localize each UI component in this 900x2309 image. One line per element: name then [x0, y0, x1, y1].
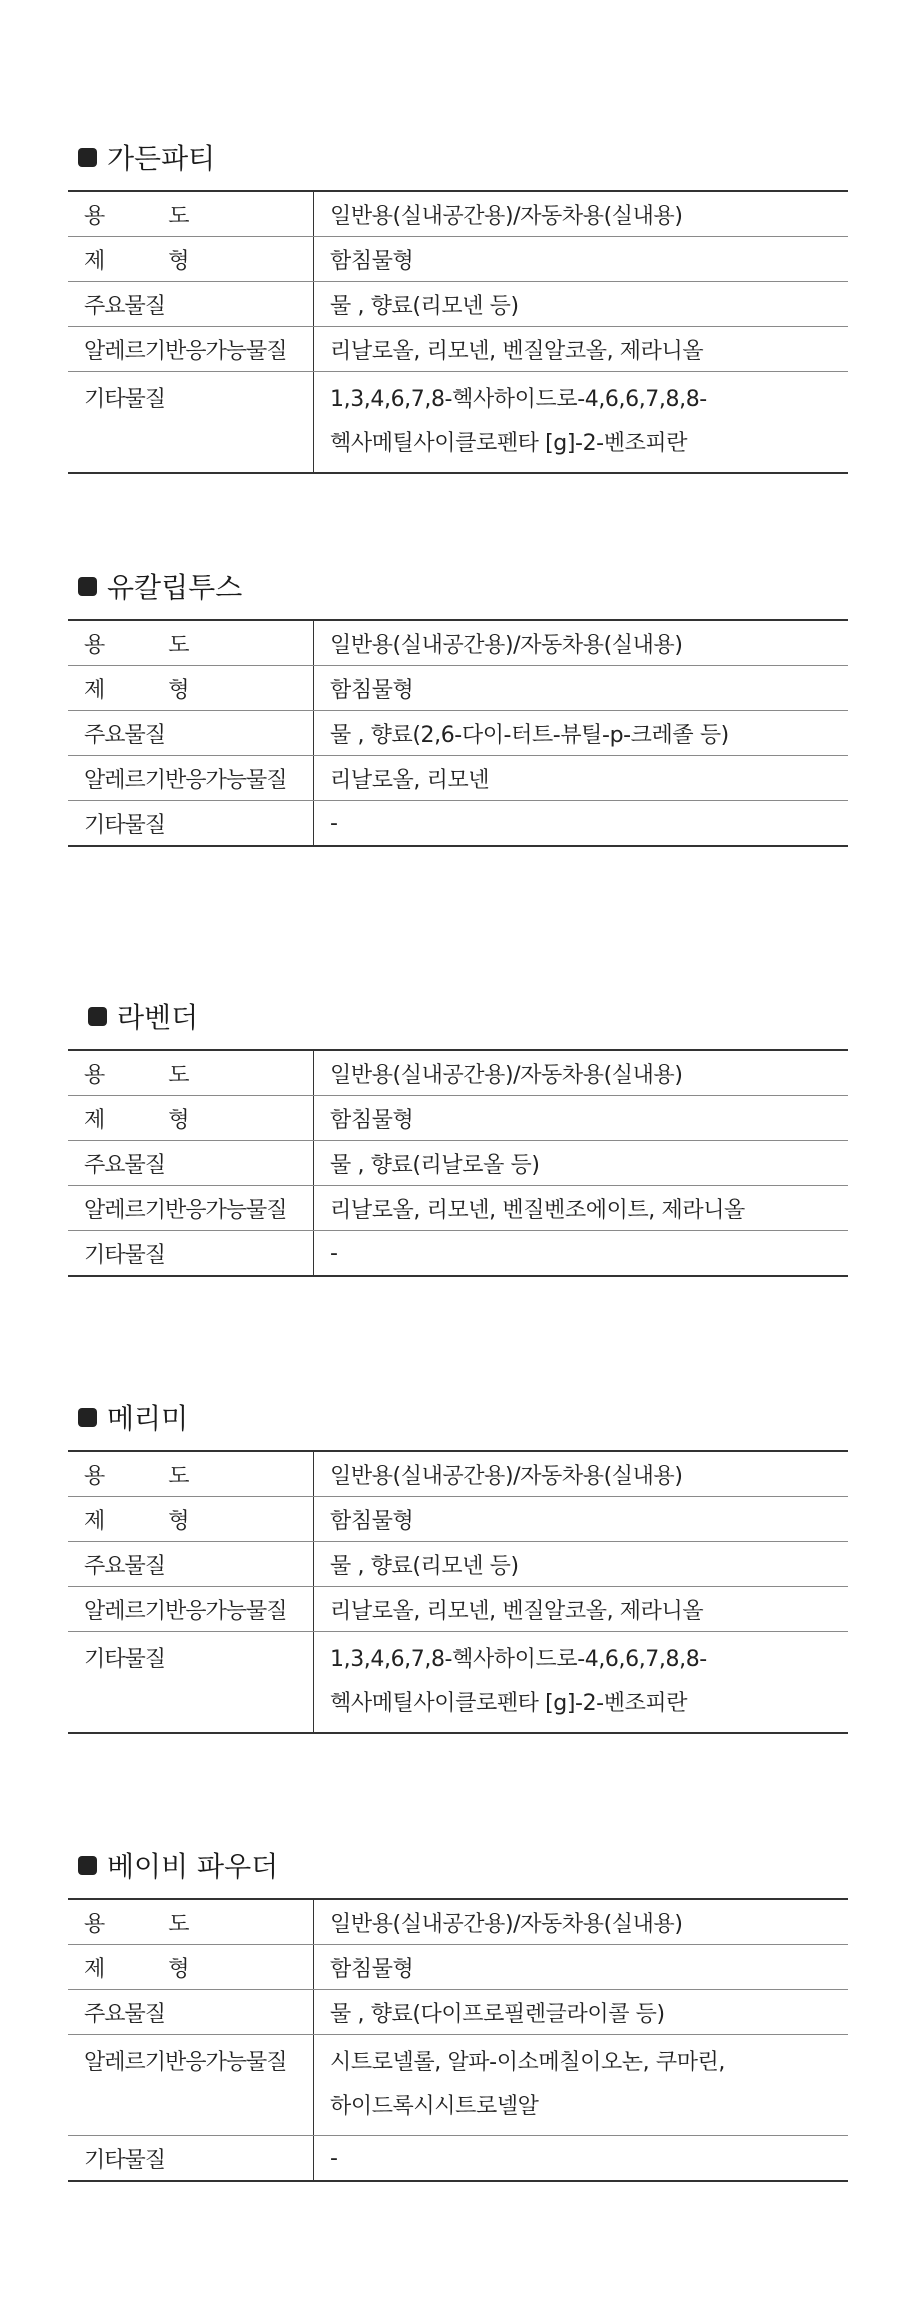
- row-label: 기타물질: [68, 801, 314, 847]
- row-value: -: [330, 1240, 338, 1266]
- row-value: [314, 372, 849, 474]
- section-title-text: 베이비 파우더: [107, 1850, 279, 1883]
- square-bullet-icon: [78, 1856, 97, 1875]
- table-row: [68, 237, 848, 282]
- table-row: [68, 2035, 848, 2136]
- row-value: 일반용(실내공간용)/자동차용(실내용): [314, 1050, 849, 1096]
- row-label: 주요물질: [68, 1141, 314, 1186]
- spec-table: [68, 1450, 848, 1734]
- row-value: 물 , 향료(리모넨 등): [314, 282, 849, 327]
- row-value: [314, 2035, 849, 2136]
- table-row: [68, 282, 848, 327]
- section-title-text: 가든파티: [107, 142, 216, 175]
- section-title: [88, 999, 198, 1033]
- row-value: 리날로올, 리모넨, 벤질벤조에이트, 제라니올: [314, 1186, 849, 1231]
- section-title-text: 유칼립투스: [107, 571, 243, 604]
- table-row: [68, 1587, 848, 1632]
- row-value: [314, 1632, 849, 1734]
- row-value: 함침물형: [314, 1945, 849, 1990]
- row-value-line: 헥사메틸사이클로펜타 [g]-2-벤조피란: [330, 431, 688, 456]
- row-label: 기타물질: [68, 1231, 314, 1277]
- table-row: [68, 1990, 848, 2035]
- row-label: 용 도: [68, 620, 314, 666]
- table-row: [68, 756, 848, 801]
- row-value: 물 , 향료(리날로올 등): [314, 1141, 849, 1186]
- row-label: 알레르기반응가능물질: [68, 2035, 314, 2136]
- table-row: [68, 1632, 848, 1734]
- section-title: [78, 140, 215, 174]
- row-value: 물 , 향료(2,6-다이-터트-뷰틸-p-크레졸 등): [314, 711, 849, 756]
- table-row: [68, 1141, 848, 1186]
- table-row: [68, 191, 848, 237]
- row-label: 제 형: [68, 237, 314, 282]
- section-eucalyptus: [68, 571, 848, 847]
- section-lavender: [68, 1001, 848, 1277]
- row-value: 물 , 향료(다이프로필렌글라이콜 등): [314, 1990, 849, 2035]
- square-bullet-icon: [88, 1007, 107, 1026]
- table-row: [68, 1899, 848, 1945]
- section-marry-me: [68, 1402, 848, 1734]
- row-value: 함침물형: [314, 237, 849, 282]
- row-label: 알레르기반응가능물질: [68, 1587, 314, 1632]
- row-label: 제 형: [68, 1497, 314, 1542]
- row-label: 알레르기반응가능물질: [68, 1186, 314, 1231]
- row-label: 제 형: [68, 1096, 314, 1141]
- table-row: [68, 620, 848, 666]
- row-value: 일반용(실내공간용)/자동차용(실내용): [314, 1899, 849, 1945]
- row-label: 주요물질: [68, 282, 314, 327]
- row-value: 리날로올, 리모넨, 벤질알코올, 제라니올: [314, 1587, 849, 1632]
- table-row: [68, 1050, 848, 1096]
- section-title-text: 라벤더: [117, 1001, 199, 1034]
- table-row: [68, 1945, 848, 1990]
- section-title: [78, 1400, 188, 1434]
- row-label: 주요물질: [68, 1990, 314, 2035]
- row-label: 용 도: [68, 1050, 314, 1096]
- row-value-line: 헥사메틸사이클로펜타 [g]-2-벤조피란: [330, 1691, 688, 1716]
- row-value: 함침물형: [314, 1096, 849, 1141]
- table-row: [68, 711, 848, 756]
- row-label: 주요물질: [68, 1542, 314, 1587]
- spec-table: [68, 190, 848, 474]
- table-row: [68, 666, 848, 711]
- row-label: 제 형: [68, 666, 314, 711]
- table-row: [68, 372, 848, 474]
- row-label: 용 도: [68, 1899, 314, 1945]
- table-row: [68, 1451, 848, 1497]
- row-label: 주요물질: [68, 711, 314, 756]
- table-row: [68, 327, 848, 372]
- row-label: 알레르기반응가능물질: [68, 756, 314, 801]
- spec-table: [68, 1898, 848, 2182]
- row-value: 물 , 향료(리모넨 등): [314, 1542, 849, 1587]
- row-value-line: 1,3,4,6,7,8-헥사하이드로-4,6,6,7,8,8-: [330, 387, 707, 412]
- table-row: [68, 1542, 848, 1587]
- spec-table: [68, 1049, 848, 1277]
- row-value: 일반용(실내공간용)/자동차용(실내용): [314, 1451, 849, 1497]
- section-title-text: 메리미: [107, 1402, 189, 1435]
- row-value: 리날로올, 리모넨, 벤질알코올, 제라니올: [314, 327, 849, 372]
- row-value: 리날로올, 리모넨: [314, 756, 849, 801]
- section-baby-powder: [68, 1850, 848, 2182]
- table-row: [68, 1497, 848, 1542]
- section-title: [78, 569, 242, 603]
- table-row: [68, 1186, 848, 1231]
- table-row: [68, 801, 848, 847]
- section-title: [78, 1848, 278, 1882]
- row-label: 용 도: [68, 191, 314, 237]
- spec-table: [68, 619, 848, 847]
- row-value: -: [330, 2145, 338, 2171]
- square-bullet-icon: [78, 148, 97, 167]
- table-row: [68, 2136, 848, 2182]
- row-label: 용 도: [68, 1451, 314, 1497]
- row-value: 함침물형: [314, 666, 849, 711]
- row-label: 기타물질: [68, 2136, 314, 2182]
- section-garden-party: [68, 142, 848, 474]
- row-value: 일반용(실내공간용)/자동차용(실내용): [314, 191, 849, 237]
- square-bullet-icon: [78, 1408, 97, 1427]
- row-value: 함침물형: [314, 1497, 849, 1542]
- row-value: -: [330, 810, 338, 836]
- table-row: [68, 1096, 848, 1141]
- row-label: 기타물질: [68, 1632, 314, 1734]
- row-label: 제 형: [68, 1945, 314, 1990]
- square-bullet-icon: [78, 577, 97, 596]
- row-value-line: 하이드록시시트로넬알: [330, 2094, 539, 2119]
- table-row: [68, 1231, 848, 1277]
- row-value: 일반용(실내공간용)/자동차용(실내용): [314, 620, 849, 666]
- row-label: 알레르기반응가능물질: [68, 327, 314, 372]
- row-value-line: 시트로넬롤, 알파-이소메칠이오논, 쿠마린,: [330, 2050, 725, 2075]
- row-value-line: 1,3,4,6,7,8-헥사하이드로-4,6,6,7,8,8-: [330, 1647, 707, 1672]
- row-label: 기타물질: [68, 372, 314, 474]
